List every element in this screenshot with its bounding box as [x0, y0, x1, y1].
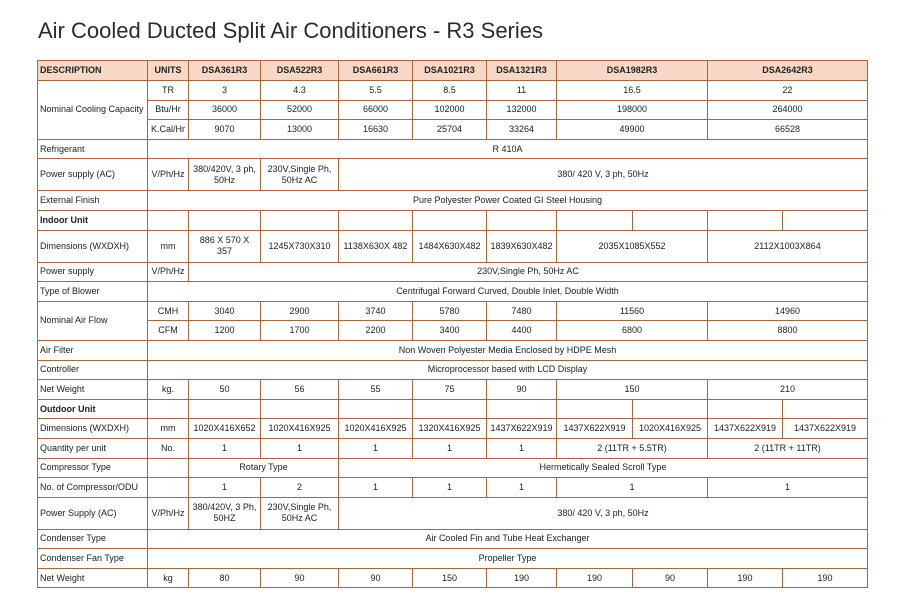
cell: [189, 399, 261, 419]
row-label: Nominal Cooling Capacity: [38, 81, 148, 140]
cell: mm: [148, 230, 189, 262]
cell: [261, 210, 339, 230]
cell: 1: [708, 478, 868, 498]
header-cell: DSA1321R3: [487, 61, 557, 81]
cell: 90: [261, 568, 339, 588]
cell: Propeller Type: [148, 549, 868, 569]
cell: 1437X622X919: [783, 419, 868, 439]
cell: [189, 210, 261, 230]
row-label: Refrigerant: [38, 139, 148, 159]
spec-table: [37, 60, 868, 588]
cell: 1: [557, 478, 708, 498]
row-label: Type of Blower: [38, 282, 148, 302]
header-cell: DSA361R3: [189, 61, 261, 81]
cell: [261, 399, 339, 419]
cell: 1020X416X925: [633, 419, 708, 439]
cell: 2112X1003X864: [708, 230, 868, 262]
cell: [148, 210, 189, 230]
table-row: [38, 282, 868, 302]
cell: 1: [487, 478, 557, 498]
cell: 190: [708, 568, 783, 588]
cell: 13000: [261, 120, 339, 140]
cell: Air Cooled Fin and Tube Heat Exchanger: [148, 529, 868, 549]
cell: 190: [557, 568, 633, 588]
cell: 264000: [708, 100, 868, 120]
cell: 230V,Single Ph, 50Hz AC: [261, 497, 339, 529]
cell: 2 (11TR + 11TR): [708, 438, 868, 458]
cell: 1437X622X919: [708, 419, 783, 439]
cell: Rotary Type: [189, 458, 339, 478]
cell: 1: [189, 478, 261, 498]
cell: 9070: [189, 120, 261, 140]
cell: 1: [413, 438, 487, 458]
cell: 11560: [557, 301, 708, 321]
table-row: [38, 191, 868, 211]
cell: TR: [148, 81, 189, 101]
cell: CMH: [148, 301, 189, 321]
cell: 1: [487, 438, 557, 458]
cell: 1200: [189, 321, 261, 341]
cell: 80: [189, 568, 261, 588]
cell: 33264: [487, 120, 557, 140]
row-label: Compressor Type: [38, 458, 148, 478]
row-label: Air Filter: [38, 340, 148, 360]
cell: 5.5: [339, 81, 413, 101]
cell: kg: [148, 568, 189, 588]
cell: 55: [339, 380, 413, 400]
row-label: Power Supply (AC): [38, 497, 148, 529]
row-label: Quantity per unit: [38, 438, 148, 458]
header-cell: UNITS: [148, 61, 189, 81]
cell: [708, 210, 783, 230]
cell: 3: [189, 81, 261, 101]
cell: 1245X730X310: [261, 230, 339, 262]
header-cell: DESCRIPTION: [38, 61, 148, 81]
cell: 1020X416X925: [261, 419, 339, 439]
cell: 380/420V, 3 Ph, 50HZ: [189, 497, 261, 529]
cell: R 410A: [148, 139, 868, 159]
cell: 2900: [261, 301, 339, 321]
cell: [339, 210, 413, 230]
cell: [487, 210, 557, 230]
cell: 1: [339, 478, 413, 498]
cell: V/Ph/Hz: [148, 159, 189, 191]
cell: Microprocessor based with LCD Display: [148, 360, 868, 380]
cell: Btu/Hr: [148, 100, 189, 120]
cell: 3740: [339, 301, 413, 321]
row-label: Net Weight: [38, 380, 148, 400]
cell: [413, 399, 487, 419]
table-row: [38, 321, 868, 341]
table-row: [38, 301, 868, 321]
row-label: Dimensions (WXDXH): [38, 230, 148, 262]
header-cell: DSA1982R3: [557, 61, 708, 81]
header-cell: DSA522R3: [261, 61, 339, 81]
cell: 1437X622X919: [487, 419, 557, 439]
cell: 6800: [557, 321, 708, 341]
cell: 2 (11TR + 5.5TR): [557, 438, 708, 458]
cell: 4400: [487, 321, 557, 341]
cell: [148, 478, 189, 498]
cell: 886 X 570 X 357: [189, 230, 261, 262]
cell: 132000: [487, 100, 557, 120]
cell: Centrifugal Forward Curved, Double Inlet, Double Width: [148, 282, 868, 302]
cell: 1020X416X925: [339, 419, 413, 439]
section-row: [38, 399, 868, 419]
cell: 75: [413, 380, 487, 400]
cell: 5780: [413, 301, 487, 321]
table-row: [38, 81, 868, 101]
cell: 7480: [487, 301, 557, 321]
table-row: [38, 497, 868, 529]
cell: Non Woven Polyester Media Enclosed by HDPE Mesh: [148, 340, 868, 360]
row-label: Controller: [38, 360, 148, 380]
row-label: Nominal Air Flow: [38, 301, 148, 340]
cell: 49900: [557, 120, 708, 140]
row-label: Dimensions (WXDXH): [38, 419, 148, 439]
cell: CFM: [148, 321, 189, 341]
cell: 230V,Single Ph, 50Hz AC: [261, 159, 339, 191]
cell: [148, 399, 189, 419]
table-row: [38, 360, 868, 380]
cell: [339, 399, 413, 419]
cell: 2035X1085X552: [557, 230, 708, 262]
cell: [148, 458, 189, 478]
cell: 1: [189, 438, 261, 458]
table-row: [38, 549, 868, 569]
table-row: [38, 159, 868, 191]
table-row: [38, 419, 868, 439]
row-label: Net Weight: [38, 568, 148, 588]
cell: kg.: [148, 380, 189, 400]
table-row: [38, 458, 868, 478]
cell: [557, 210, 633, 230]
cell: [413, 210, 487, 230]
cell: 11: [487, 81, 557, 101]
section-label: Indoor Unit: [38, 210, 148, 230]
cell: 52000: [261, 100, 339, 120]
cell: 230V,Single Ph, 50Hz AC: [189, 262, 868, 282]
table-row: [38, 380, 868, 400]
cell: 1484X630X482: [413, 230, 487, 262]
table-row: [38, 262, 868, 282]
cell: 1839X630X482: [487, 230, 557, 262]
table-row: [38, 529, 868, 549]
cell: 198000: [557, 100, 708, 120]
cell: [708, 399, 783, 419]
cell: 2: [261, 478, 339, 498]
cell: 14960: [708, 301, 868, 321]
row-label: External Finish: [38, 191, 148, 211]
cell: 4.3: [261, 81, 339, 101]
cell: mm: [148, 419, 189, 439]
cell: 16630: [339, 120, 413, 140]
cell: [633, 210, 708, 230]
row-label: Power supply: [38, 262, 148, 282]
cell: V/Ph/Hz: [148, 262, 189, 282]
cell: 380/ 420 V, 3 ph, 50Hz: [339, 159, 868, 191]
cell: 1437X622X919: [557, 419, 633, 439]
table-row: [38, 120, 868, 140]
cell: 1: [261, 438, 339, 458]
cell: 36000: [189, 100, 261, 120]
table-row: [38, 568, 868, 588]
cell: 1: [339, 438, 413, 458]
cell: Hermetically Sealed Scroll Type: [339, 458, 868, 478]
cell: 90: [339, 568, 413, 588]
cell: 16.5: [557, 81, 708, 101]
cell: 25704: [413, 120, 487, 140]
cell: [783, 210, 868, 230]
cell: 66528: [708, 120, 868, 140]
cell: Pure Polyester Power Coated GI Steel Housing: [148, 191, 868, 211]
cell: 22: [708, 81, 868, 101]
header-cell: DSA661R3: [339, 61, 413, 81]
table-row: [38, 139, 868, 159]
cell: 1: [413, 478, 487, 498]
table-row: [38, 340, 868, 360]
table-row: [38, 100, 868, 120]
cell: 380/420V, 3 ph, 50Hz: [189, 159, 261, 191]
section-row: [38, 210, 868, 230]
cell: 150: [557, 380, 708, 400]
table-row: [38, 230, 868, 262]
cell: K.Cal/Hr: [148, 120, 189, 140]
cell: 380/ 420 V, 3 ph, 50Hz: [339, 497, 868, 529]
cell: [557, 399, 633, 419]
row-label: Power supply (AC): [38, 159, 148, 191]
header-cell: DSA2642R3: [708, 61, 868, 81]
cell: 210: [708, 380, 868, 400]
cell: 190: [783, 568, 868, 588]
page-title: Air Cooled Ducted Split Air Conditioners - R3 Series: [38, 18, 544, 43]
cell: 190: [487, 568, 557, 588]
cell: 1700: [261, 321, 339, 341]
cell: 102000: [413, 100, 487, 120]
cell: 90: [633, 568, 708, 588]
cell: 8800: [708, 321, 868, 341]
row-label: Condenser Type: [38, 529, 148, 549]
cell: 150: [413, 568, 487, 588]
cell: 1320X416X925: [413, 419, 487, 439]
cell: V/Ph/Hz: [148, 497, 189, 529]
cell: [633, 399, 708, 419]
cell: No.: [148, 438, 189, 458]
cell: 8.5: [413, 81, 487, 101]
cell: 50: [189, 380, 261, 400]
row-label: No. of Compressor/ODU: [38, 478, 148, 498]
cell: 1020X416X652: [189, 419, 261, 439]
table-row: [38, 438, 868, 458]
cell: 66000: [339, 100, 413, 120]
section-label: Outdoor Unit: [38, 399, 148, 419]
header-row: [38, 61, 868, 81]
cell: 1138X630X 482: [339, 230, 413, 262]
cell: 90: [487, 380, 557, 400]
cell: 2200: [339, 321, 413, 341]
cell: [783, 399, 868, 419]
header-cell: DSA1021R3: [413, 61, 487, 81]
cell: 3400: [413, 321, 487, 341]
cell: [487, 399, 557, 419]
cell: 3040: [189, 301, 261, 321]
row-label: Condenser Fan Type: [38, 549, 148, 569]
cell: 56: [261, 380, 339, 400]
table-row: [38, 478, 868, 498]
